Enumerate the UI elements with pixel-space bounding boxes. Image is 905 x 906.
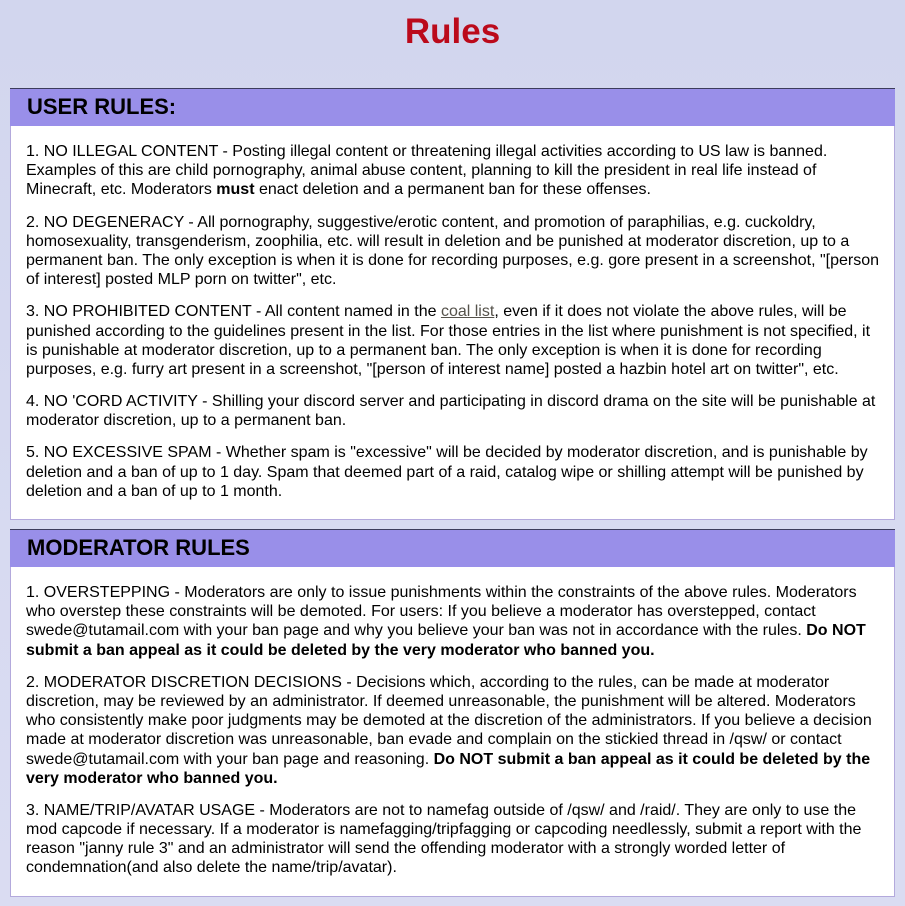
- section-moderator-rules: [10, 529, 895, 897]
- rules-container: [0, 88, 905, 897]
- rule-emphasis-text: Do NOT submit a ban appeal as it could be deleted by the very moderator who banned you.: [26, 750, 871, 787]
- rule-text: enact deletion and a permanent ban for these offenses.: [254, 181, 651, 199]
- section-body-moderator-rules: [10, 567, 895, 897]
- rule-text: 3. NO PROHIBITED CONTENT - All content named in the: [26, 303, 441, 321]
- rule-emphasis-text: must: [216, 181, 255, 199]
- rule-text: 2. NO DEGENERACY - All pornography, suggestive/erotic content, and promotion of paraphilias, e.g. cuckoldry, homosexuality, transgenderism, zoophilia, etc. will result in deletion and be punished at moderator discretion, up to a permanent ban. The only exception is when it is done for recording purposes, e.g. gore present in a screenshot, "[person of interest] posted MLP porn on twitter", etc.: [26, 213, 879, 289]
- rule-paragraph: [26, 673, 879, 788]
- rules-page: [0, 12, 905, 897]
- rule-text: 4. NO 'CORD ACTIVITY - Shilling your discord server and participating in discord drama on the site will be punishable at moderator discretion, up to a permanent ban.: [26, 393, 876, 430]
- section-user-rules: [10, 88, 895, 520]
- rule-paragraph: [26, 213, 879, 290]
- rule-text: , even if it does not violate the above rules, will be punished according to the guidelines present in the list. For those entries in the list where punishment is not specified, it is punishable at moderator discretion, up to a permanent ban. The only exception is when it is done for recording purposes, e.g. furry art present in a screenshot, "[person of interest name] posted a hazbin hotel art on twitter", etc.: [26, 303, 871, 378]
- section-heading-moderator-rules: MODERATOR RULES: [10, 529, 895, 567]
- rule-paragraph: [26, 583, 879, 660]
- rule-paragraph: [26, 142, 879, 200]
- rule-text: 3. NAME/TRIP/AVATAR USAGE - Moderators are not to namefag outside of /qsw/ and /raid/. They are only to use the mod capcode if necessary. If a moderator is namefagging/tripfagging or capcoding needlessly, submit a report with the reason "janny rule 3" and an administrator will send the offending moderator with a strongly worded letter of condemnation(and also delete the name/trip/avatar).: [26, 801, 862, 877]
- rule-paragraph: [26, 392, 879, 430]
- rule-paragraph: [26, 443, 879, 501]
- rule-text: 2. MODERATOR DISCRETION DECISIONS - Decisions which, according to the rules, can be made at moderator discretion, may be reviewed by an administrator. If deemed unreasonable, the punishment will be altered. Moderators who consistently make poor judgments may be demoted at the discretion of the administrators. If you believe a decision made at moderator discretion was unreasonable, ban evade and complain on the stickied thread in /qsw/ or contact swede@tutamail.com with your ban page and reasoning.: [26, 673, 872, 768]
- rule-text: 5. NO EXCESSIVE SPAM - Whether spam is "excessive" will be decided by moderator discretion, and is punishable by deletion and a ban of up to 1 day. Spam that deemed part of a raid, catalog wipe or shilling attempt will be punished by deletion and a ban of up to 1 month.: [26, 444, 868, 500]
- page-title: Rules: [404, 12, 501, 51]
- rule-emphasis-text: Do NOT submit a ban appeal as it could be deleted by the very moderator who banned you.: [26, 622, 866, 659]
- rule-text: 1. OVERSTEPPING - Moderators are only to issue punishments within the constraints of the above rules. Moderators who overstep these constraints will be demoted. For users: If you believe a moderator has overstepped, contact swede@tutamail.com with your ban page and why you believe your ban was not in accordance with the rules.: [26, 584, 857, 640]
- section-heading-user-rules: USER RULES:: [10, 88, 895, 126]
- rule-paragraph: [26, 801, 879, 878]
- section-body-user-rules: [10, 126, 895, 520]
- rule-paragraph: [26, 302, 879, 379]
- coal-list-link[interactable]: coal list: [440, 303, 495, 321]
- rule-text: 1. NO ILLEGAL CONTENT - Posting illegal content or threatening illegal activities according to US law is banned. Examples of this are child pornography, animal abuse content, planning to kill the president in real life instead of Minecraft, etc. Moderators: [26, 143, 828, 199]
